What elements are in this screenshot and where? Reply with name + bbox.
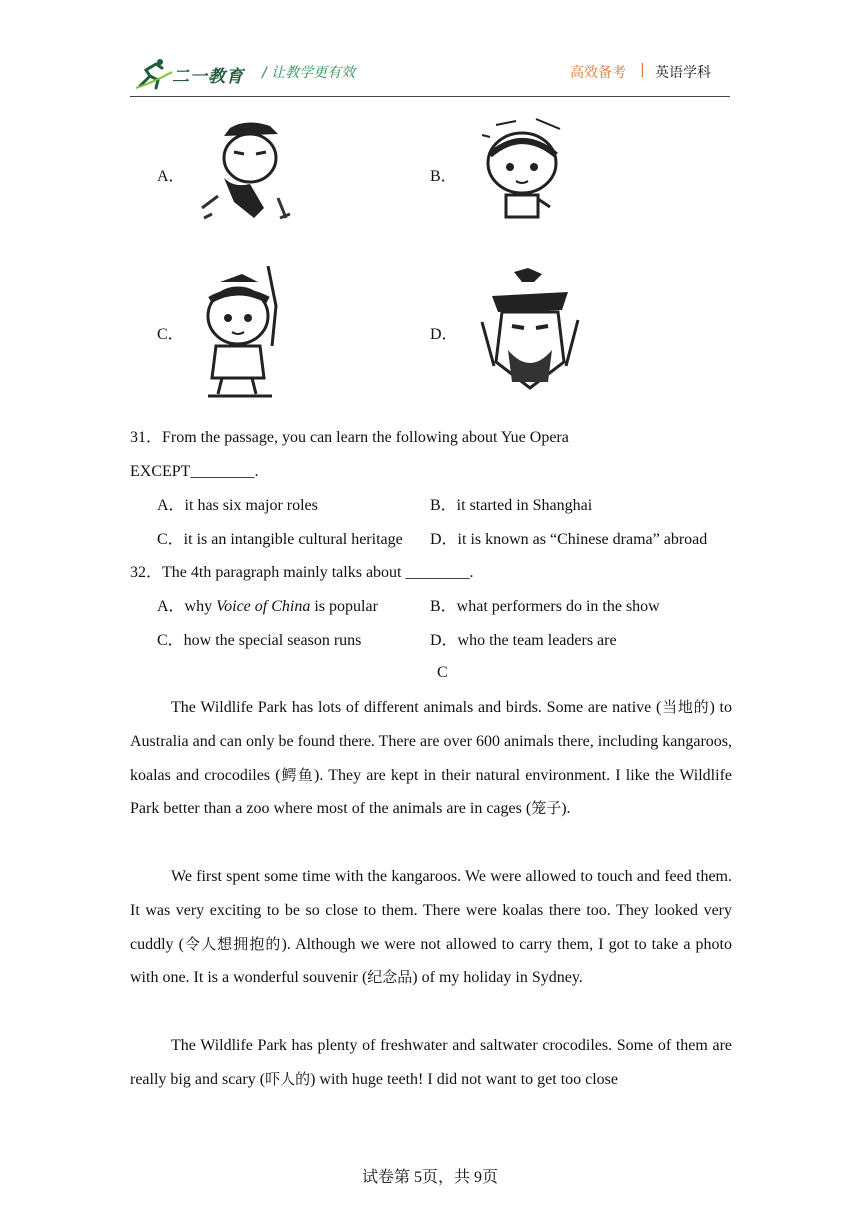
page-footer: 试卷第 5页，共 9页 (361, 1169, 498, 1186)
header-divider (130, 96, 730, 97)
q32-option-c: C．how the special season runs (157, 632, 362, 649)
option-c-label: C． (157, 326, 184, 343)
header-tag-left: 高效备考 (570, 65, 626, 81)
logo-text: 二一教育 (172, 67, 244, 87)
option-a-label: A． (157, 168, 185, 185)
option-b-label: B． (430, 168, 457, 185)
opera-face-a-icon (194, 118, 298, 226)
q32-option-a: A．why Voice of China is popular (157, 598, 378, 615)
header-separator: | (640, 62, 645, 78)
q31-option-c: C．it is an intangible cultural heritage (157, 531, 403, 548)
option-d-label: D． (430, 326, 458, 343)
opera-face-b-icon (476, 115, 572, 227)
passage-paragraph-2: We first spent some time with the kangaroos. We were allowed to touch and feed them. It was very exciting to be so close to them. There were koalas there too. They looked very cuddly (令人想拥抱的). Although we were not allowed to carry them, I got to take a photo with one. It is a wonderful souvenir (纪念品) of my holiday in Sydney. (130, 868, 733, 987)
header-slogan: / 让教学更有效 (262, 65, 356, 81)
q32-option-a-title: Voice of China (216, 598, 311, 615)
passage-paragraph-3: The Wildlife Park has plenty of freshwater and saltwater crocodiles. Some of them are really big and scary (吓人的) with huge teeth! I did not want to get too close (130, 1037, 732, 1088)
passage-paragraph-1: The Wildlife Park has lots of different animals and birds. Some are native (当地的) to Australia and can only be found there. There are over 600 animals there, including kangaroos, koalas and crocodiles (鳄鱼). They are kept in their natural environment. I like the Wildlife Park better than a zoo where most of the animals are in cages (笼子). (130, 698, 732, 818)
q32-option-b: B．what performers do in the show (430, 598, 660, 615)
opera-face-d-icon (478, 266, 582, 394)
section-label: C (437, 664, 448, 681)
q32-option-d: D．who the team leaders are (430, 632, 617, 649)
runner-logo-icon (136, 58, 176, 90)
header-tag-right: 英语学科 (655, 65, 711, 81)
q31-stem-line1: 31．From the passage, you can learn the following about Yue Opera (130, 429, 569, 446)
q31-option-a: A．it has six major roles (157, 497, 318, 514)
q31-option-d: D．it is known as “Chinese drama” abroad (430, 531, 708, 548)
q31-stem-line2: EXCEPT________. (130, 463, 259, 480)
opera-figure-c-icon (194, 266, 286, 400)
q32-stem: 32．The 4th paragraph mainly talks about ________. (130, 564, 474, 581)
q31-option-b: B．it started in Shanghai (430, 497, 593, 514)
